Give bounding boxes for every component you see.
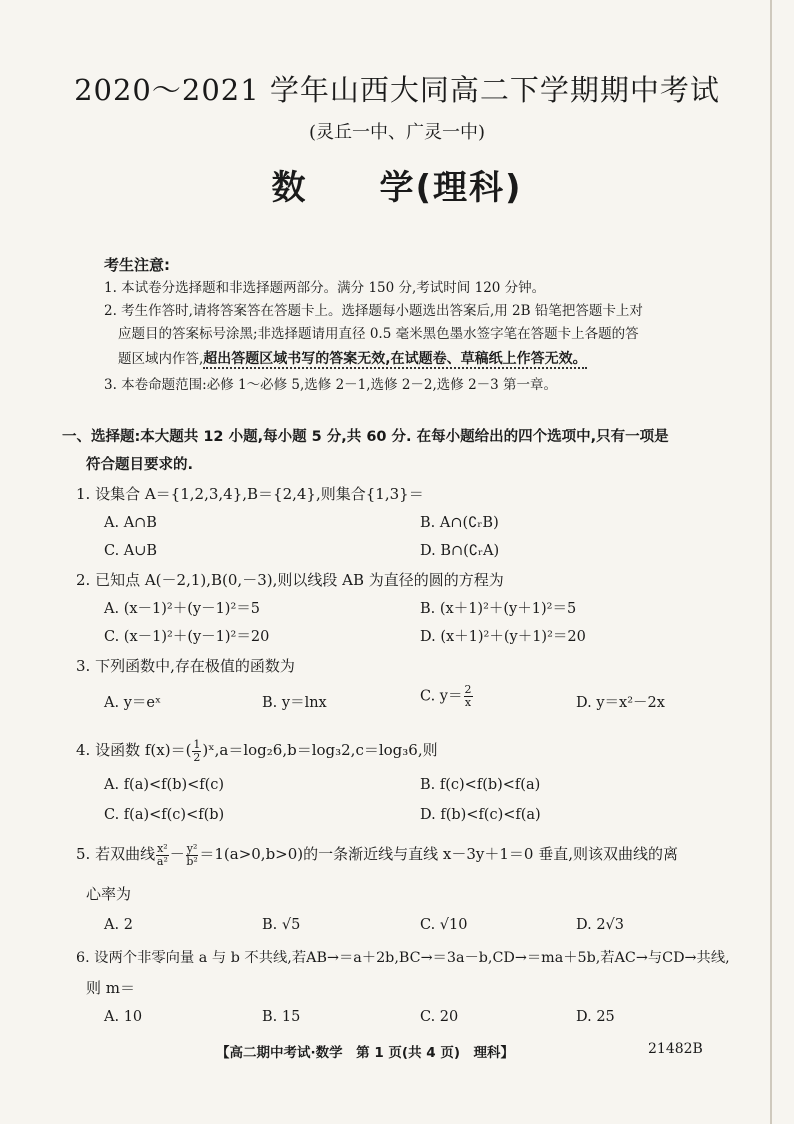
- question-4-stem-prefix: 4. 设函数 f(x)＝(: [76, 741, 192, 759]
- notice-item-3: 3. 本卷命题范围:必修 1～必修 5,选修 2－1,选修 2－2,选修 2－3 第一章。: [104, 377, 558, 393]
- question-6-option-d: D. 25: [576, 1009, 615, 1025]
- section-heading-line-2: 符合题目要求的.: [86, 457, 194, 473]
- question-4-option-b: B. f(c)<f(b)<f(a): [420, 777, 541, 793]
- question-3-option-c: [420, 684, 474, 709]
- question-2-option-a: A. (x－1)²＋(y－1)²＝5: [104, 601, 260, 617]
- question-4-stem-suffix: )ˣ,a＝log₂6,b＝log₃2,c＝log₃6,则: [202, 741, 438, 759]
- notice-item-2-line-2: 应题目的答案标号涂黑;非选择题请用直径 0.5 毫米黑色墨水签字笔在答题卡上各题的答: [118, 326, 639, 342]
- fraction: [192, 739, 201, 764]
- fraction-denominator: a²: [156, 854, 168, 868]
- question-6-option-c: C. 20: [420, 1009, 459, 1025]
- question-5-option-b: B. √5: [262, 917, 301, 933]
- question-3-option-d: D. y＝x²－2x: [576, 695, 665, 711]
- minus-sign: －: [169, 845, 185, 863]
- question-1-option-c: C. A∪B: [104, 543, 158, 559]
- question-1-option-d: D. B∩(∁ᵣA): [420, 543, 500, 559]
- section-heading-line-1: 一、选择题:本大题共 12 小题,每小题 5 分,共 60 分. 在每小题给出的四个选项中,只有一项是: [62, 429, 669, 445]
- fraction-numerator: 2: [464, 683, 472, 696]
- question-5-option-d: D. 2√3: [576, 917, 625, 933]
- question-4-option-c: C. f(a)<f(c)<f(b): [104, 807, 225, 823]
- notice-item-2-line-3: [118, 348, 728, 370]
- question-5-stem-prefix: 5. 若双曲线: [76, 845, 156, 863]
- subject-title: 数 学(理科): [271, 168, 523, 208]
- question-6-stem-line-2: 则 m＝: [86, 979, 135, 997]
- fraction-denominator: 2: [193, 750, 201, 764]
- exam-code: 21482B: [648, 1041, 703, 1057]
- fraction: [464, 684, 473, 709]
- fraction-numerator: 1: [193, 737, 201, 751]
- fraction: [186, 843, 199, 868]
- question-5-stem: [76, 842, 736, 868]
- exam-title: 2020～2021 学年山西大同高二下学期期中考试: [74, 73, 720, 107]
- page-footer: 【高二期中考试·数学 第 1 页(共 4 页) 理科】: [216, 1045, 515, 1061]
- fraction-denominator: x: [464, 696, 472, 709]
- question-5-stem-line-2: 心率为: [86, 885, 132, 903]
- notice-item-2-line-3-start: 题区域内作答,: [118, 351, 204, 367]
- question-3-option-b: B. y＝lnx: [262, 695, 327, 711]
- question-4-stem: [76, 738, 736, 764]
- question-4-option-a: A. f(a)<f(b)<f(c): [104, 777, 225, 793]
- question-1-option-b: B. A∩(∁ᵣB): [420, 515, 499, 531]
- question-5-option-c: C. √10: [420, 917, 468, 933]
- question-4-option-d: D. f(b)<f(c)<f(a): [420, 807, 541, 823]
- question-2-option-b: B. (x＋1)²＋(y＋1)²＝5: [420, 601, 577, 617]
- question-3-stem: 3. 下列函数中,存在极值的函数为: [76, 657, 295, 675]
- question-6-stem: 6. 设两个非零向量 a 与 b 不共线,若AB→＝a＋2b,BC→＝3a－b,CD→＝ma＋5b,若AC→与CD→共线,: [76, 950, 730, 966]
- question-1-stem: 1. 设集合 A＝{1,2,3,4},B＝{2,4},则集合{1,3}＝: [76, 485, 424, 503]
- question-3-option-a: A. y＝eˣ: [104, 695, 162, 711]
- notice-emphasis: 超出答题区域书写的答案无效,在试题卷、草稿纸上作答无效。: [203, 351, 587, 367]
- exam-subtitle: (灵丘一中、广灵一中): [308, 122, 486, 143]
- question-6-option-b: B. 15: [262, 1009, 301, 1025]
- question-2-option-d: D. (x＋1)²＋(y＋1)²＝20: [420, 629, 586, 645]
- question-2-stem: 2. 已知点 A(－2,1),B(0,－3),则以线段 AB 为直径的圆的方程为: [76, 571, 504, 589]
- fraction-numerator: y²: [186, 841, 198, 855]
- question-3-option-c-prefix: C. y＝: [420, 688, 463, 705]
- question-1-option-a: A. A∩B: [104, 515, 157, 531]
- fraction: [156, 843, 169, 868]
- notice-item-2-line-1: 2. 考生作答时,请将答案答在答题卡上。选择题每小题选出答案后,用 2B 铅笔把答题卡上对: [104, 303, 643, 319]
- question-6-option-a: A. 10: [104, 1009, 143, 1025]
- fraction-denominator: b²: [186, 854, 198, 868]
- question-5-stem-suffix: ＝1(a>0,b>0)的一条渐近线与直线 x－3y＋1＝0 垂直,则该双曲线的离: [199, 845, 679, 863]
- question-5-option-a: A. 2: [104, 917, 133, 933]
- fraction-numerator: x²: [157, 841, 168, 855]
- question-2-option-c: C. (x－1)²＋(y－1)²＝20: [104, 629, 270, 645]
- notice-title: 考生注意:: [104, 256, 170, 274]
- notice-item-1: 1. 本试卷分选择题和非选择题两部分。满分 150 分,考试时间 120 分钟。: [104, 280, 546, 296]
